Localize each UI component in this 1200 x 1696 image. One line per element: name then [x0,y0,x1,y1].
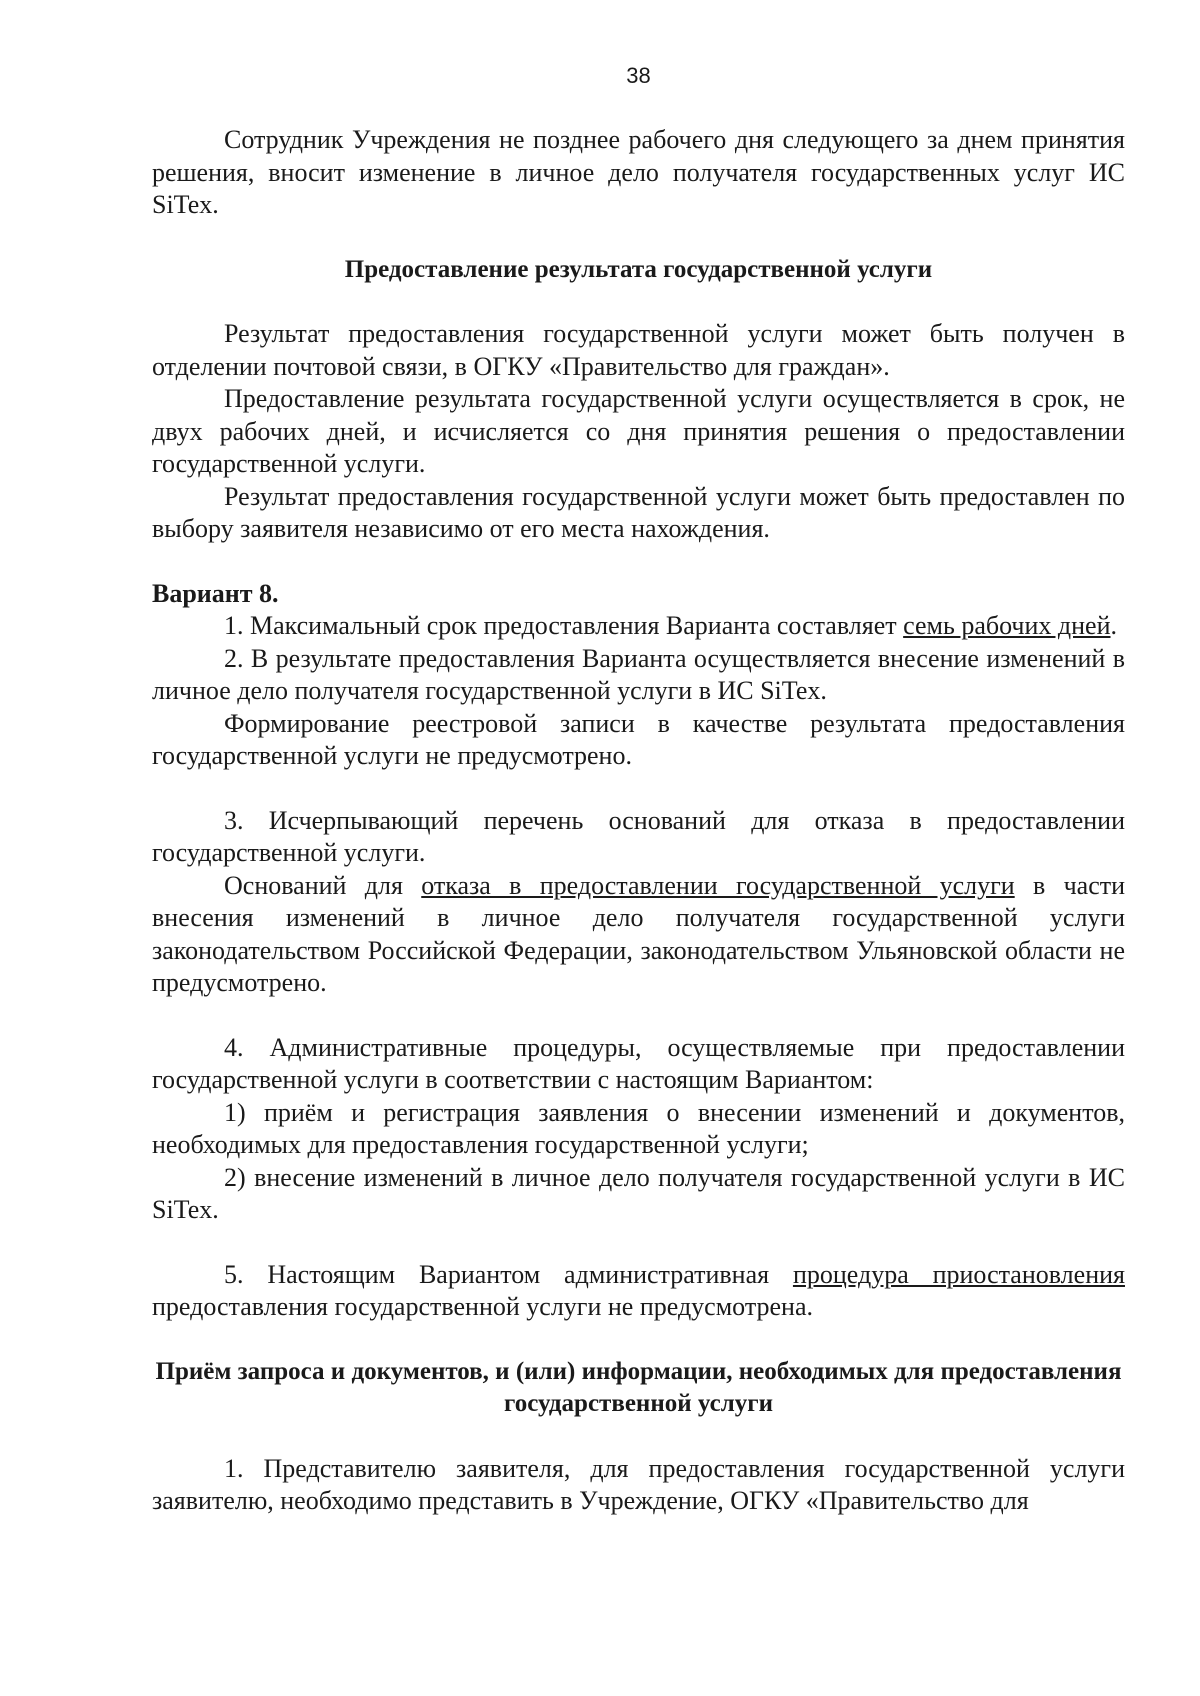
variant-item-4: 4. Административные процедуры, осуществляемые при предоставлении государственной услуги в соответствии с настоящим Вариантом: [152,1032,1125,1094]
variant-item-2: 2. В результате предоставления Варианта осуществляется внесение изменений в личное дело получателя государственной услуги в ИС SiTex. [152,643,1125,705]
page-number: 38 [626,63,651,88]
result-paragraph-3: Результат предоставления государственной услуги может быть предоставлен по выбору заявителя независимо от его места нахождения. [152,481,1125,543]
variant-title: Вариант 8. [152,578,279,608]
variant-item-4-sub-2: 2) внесение изменений в личное дело получателя государственной услуги в ИС SiTex. [152,1162,1125,1224]
underlined-term: отказа в предоставлении государственной услуги [421,870,1015,900]
result-paragraph-2: Предоставление результата государственной услуги осуществляется в срок, не двух рабочих дней, и исчисляется со дня принятия решения о предоставлении государственной услуги. [152,384,1125,478]
variant-item-3-note: Оснований для отказа в предоставлении государственной услуги в части внесения изменений в личное дело получателя государственной услуги законодательством Российской Федерации, законодательством Ульяновской области не предусмотрено. [152,870,1126,997]
section-heading-result: Предоставление результата государственной услуги [344,255,933,283]
underlined-term: процедура приостановления [792,1259,1125,1289]
variant-item-3: 3. Исчерпывающий перечень оснований для отказа в предоставлении государственной услуги. [152,805,1125,867]
variant-item-1: 1. Максимальный срок предоставления Варианта составляет семь рабочих дней. [224,611,1118,640]
document-page [152,62,1125,1518]
section-heading-request: Приём запроса и документов, и (или) информации, необходимых для предоставления государственной услуги [155,1357,1122,1417]
variant-item-2-note: Формирование реестровой записи в качестве результата предоставления государственной услуги не предусмотрено. [152,708,1125,770]
result-paragraph-1: Результат предоставления государственной услуги может быть получен в отделении почтовой связи, в ОГКУ «Правительство для граждан». [152,319,1125,381]
request-paragraph-1: 1. Представителю заявителя, для предоставления государственной услуги заявителю, необходимо представить в Учреждение, ОГКУ «Правительство для [152,1453,1125,1515]
variant-item-5: 5. Настоящим Вариантом административная процедура приостановления предоставления государственной услуги не предусмотрена. [152,1259,1125,1321]
underlined-term: семь рабочих дней [903,611,1111,640]
intro-paragraph: Сотрудник Учреждения не позднее рабочего дня следующего за днем принятия решения, вносит изменение в личное дело получателя государственных услуг ИС SiTex. [152,125,1125,219]
variant-item-4-sub-1: 1) приём и регистрация заявления о внесении изменений и документов, необходимых для предоставления государственной услуги; [152,1097,1125,1159]
